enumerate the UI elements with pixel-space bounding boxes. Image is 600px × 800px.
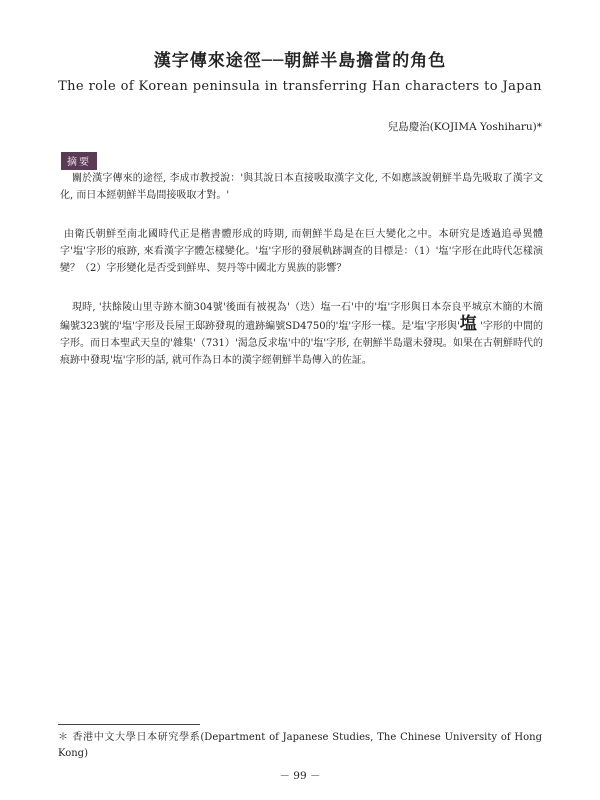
abstract-label: 摘要	[61, 152, 97, 170]
abstract-body	[60, 170, 543, 391]
paragraph-3-text-end: '字形的中間的字形。而日本聖武天皇的'雜集'（731）'渴急反求塩'中的'塩'字形, 在朝鮮半島還未發現。如果在古朝鮮時代的痕跡中發現'塩'字形的話, 就可作為日本的漢字經朝鮮半島傳入的佐証。	[60, 321, 543, 366]
footnote-divider	[58, 724, 200, 725]
abstract-paragraph-1: 關於漢字傳來的途徑, 李成市教授說：'與其說日本直接吸取漢字文化, 不如應該說朝鮮半島先吸取了漢字文化, 而日本經朝鮮半島間接吸取才對。'	[60, 173, 543, 201]
paragraph-3-text-start: 現時, '扶餘陵山里寺跡木簡304號'後面有被視為'（迭）塩一石'中的'塩'字形與日本奈良平城京木簡的木簡編號323號的'塩'字形及長屋王邸跡發現的遺跡編號SD4750的'塩'字形一樣。是'塩'字形與'	[60, 302, 543, 332]
author-line: 兒島慶治(KOJIMA Yoshiharu)*	[387, 121, 542, 133]
variant-character: 塩	[459, 314, 477, 334]
paper-subtitle: The role of Korean peninsula in transferring Han characters to Japan	[58, 79, 542, 94]
page-number: － 99 －	[279, 770, 321, 782]
footnote: ＊ 香港中文大學日本研究學系(Department of Japanese Studies, The Chinese University of Hong Kong)	[58, 732, 542, 759]
abstract-paragraph-3	[60, 299, 543, 369]
paper-title: 漢字傳來途徑──朝鮮半島擔當的角色	[153, 51, 447, 71]
abstract-paragraph-2: 由衛氏朝鮮至南北國時代正是楷書體形成的時期, 而朝鮮半島是在巨大變化之中。本研究是透過追尋異體字'塩'字形的痕跡, 來看漢字字體怎樣變化。'塩'字形的發展軌跡調查的目標是：（1）'塩'字形在此時代怎樣演變？（2）字形變化是否受到鮮卑、契丹等中國北方異族的影響？	[60, 229, 543, 274]
